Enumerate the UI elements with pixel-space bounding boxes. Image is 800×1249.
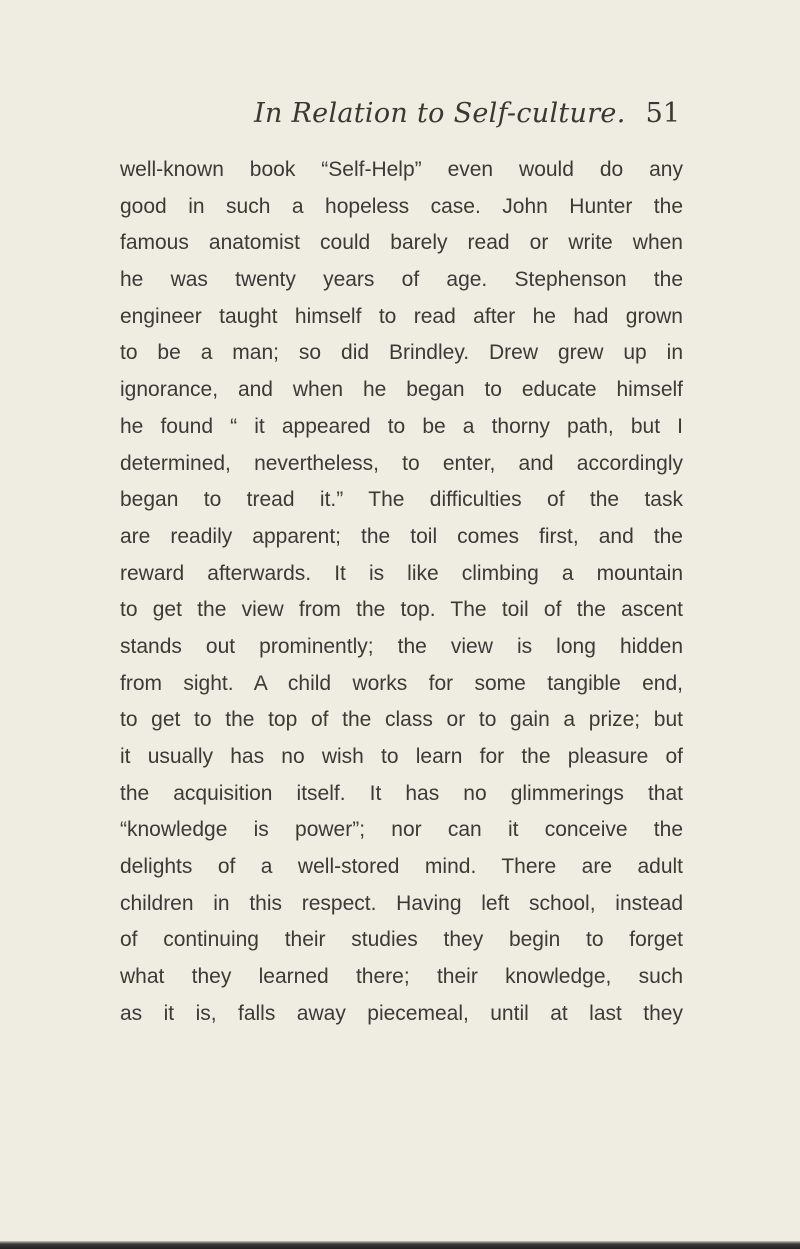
running-head (120, 98, 680, 138)
page-number: 51 (645, 98, 680, 129)
text-line: “knowledge is power”; nor can it conceive the (120, 818, 683, 842)
text-line: to be a man; so did Brindley. Drew grew up in (120, 341, 683, 365)
running-title: In Relation to Self-culture. (254, 98, 626, 129)
text-line: well-known book “Self-Help” even would do any (120, 158, 683, 181)
text-line: are readily apparent; the toil comes first, and the (120, 524, 683, 548)
text-line: delights of a well-stored mind. There are adult (120, 855, 683, 879)
text-line: engineer taught himself to read after he had grown (120, 304, 683, 328)
text-line: famous anatomist could barely read or write when (120, 231, 683, 255)
text-line: began to tread it.” The difficulties of the task (120, 488, 683, 512)
text-line: of continuing their studies they begin to forget (120, 928, 683, 952)
text-line: as it is, falls away piecemeal, until at last they (120, 1001, 683, 1025)
text-line: stands out prominently; the view is long hidden (120, 634, 683, 658)
body-text (120, 152, 683, 1033)
text-line: what they learned there; their knowledge, such (120, 965, 683, 989)
text-line: he found “ it appeared to be a thorny path, but I (120, 414, 683, 438)
text-line: ignorance, and when he began to educate himself (120, 378, 683, 402)
text-line: to get the view from the top. The toil of the ascent (120, 598, 683, 622)
text-line: to get to the top of the class or to gain a prize; but (120, 708, 683, 732)
text-line: determined, nevertheless, to enter, and accordingly (120, 451, 683, 475)
text-line: good in such a hopeless case. John Hunter the (120, 194, 683, 218)
text-line: from sight. A child works for some tangible end, (120, 671, 683, 695)
text-line: it usually has no wish to learn for the pleasure of (120, 745, 683, 768)
text-line: the acquisition itself. It has no glimmerings that (120, 781, 683, 805)
page-bottom-edge (0, 1241, 800, 1249)
text-line: he was twenty years of age. Stephenson the (120, 268, 683, 292)
text-line: children in this respect. Having left school, instead (120, 891, 683, 915)
text-line: reward afterwards. It is like climbing a mountain (120, 561, 683, 585)
